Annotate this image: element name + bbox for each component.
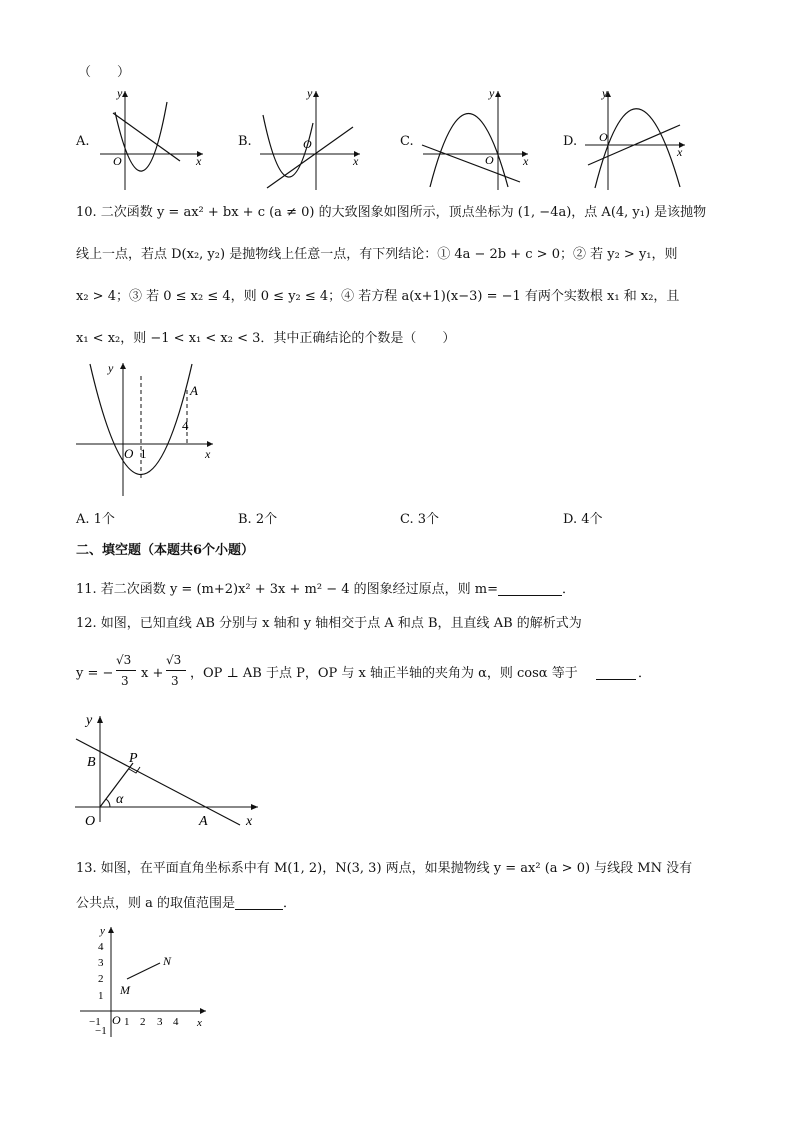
svg-text:−1: −1 [95,1025,107,1037]
q9-option-d-label[interactable]: D. [563,134,578,149]
q9-option-b-label[interactable]: B. [238,134,252,149]
svg-text:α: α [116,792,124,807]
q9-option-a-graph [95,85,210,195]
q10-choice-a[interactable]: A. 1个 [76,512,115,527]
section-2-heading: 二、填空题（本题共6个小题） [76,543,255,558]
svg-text:B: B [87,755,96,770]
q10-choice-d[interactable]: D. 4个 [563,512,603,527]
svg-text:O: O [124,446,134,461]
q10-line4: x₁ < x₂，则 −1 < x₁ < x₂ < 3．其中正确结论的个数是（ ） [76,331,456,346]
svg-text:y: y [86,713,93,728]
svg-text:1: 1 [124,1016,130,1028]
svg-text:y: y [602,86,608,100]
q11-answer-blank[interactable] [498,583,562,596]
svg-text:y: y [108,361,114,375]
parabola [115,102,167,171]
svg-text:A: A [190,383,198,398]
q13-graph [78,923,213,1041]
svg-text:O: O [112,1013,121,1027]
y-label: y [117,86,123,100]
q9-option-b-graph [255,85,370,195]
q10-choice-b[interactable]: B. 2个 [238,512,278,527]
q10-line1: 10. 二次函数 y = ax² + bx + c (a ≠ 0) 的大致图象如图所示，顶点坐标为 (1, −4a)，点 A(4, y₁) 是该抛物 [76,205,707,220]
svg-text:4: 4 [173,1016,179,1028]
svg-text:x: x [246,814,253,829]
segment-mn [127,963,160,979]
q10-graph [70,358,220,503]
svg-text:x: x [353,154,359,168]
svg-text:2: 2 [140,1016,146,1028]
q13-answer-blank[interactable] [235,897,283,910]
q10-line2: 线上一点，若点 D(x₂, y₂) 是抛物线上任意一点，有下列结论：① 4a − 2b + c > 0；② 若 y₂ > y₁，则 [76,247,678,262]
svg-text:3: 3 [157,1016,163,1028]
q9-answer-paren: （ ） [78,65,131,80]
q12-line1: 12. 如图，已知直线 AB 分别与 x 轴和 y 轴相交于点 A 和点 B，且直线 AB 的解析式为 [76,616,582,631]
q12-answer-blank[interactable] [596,667,636,680]
svg-text:x: x [677,145,683,159]
q13-line2: 公共点，则 a 的取值范围是 ． [76,896,297,911]
parabola [430,114,508,188]
svg-text:y: y [489,86,495,100]
q9-option-a-label[interactable]: A. [76,134,90,149]
q12-graph [70,710,265,830]
svg-text:x: x [523,154,529,168]
svg-text:2: 2 [98,973,104,985]
svg-text:y: y [100,925,105,937]
svg-text:y: y [307,86,313,100]
q10-choice-c[interactable]: C. 3个 [400,512,440,527]
svg-text:3: 3 [98,957,104,969]
q11-text: 11. 若二次函数 y = (m+2)x² + 3x + m² − 4 的图象经过原点，则 m= ． [76,582,576,597]
svg-text:4: 4 [98,941,104,953]
svg-text:x: x [205,447,211,461]
svg-text:1: 1 [140,446,147,461]
svg-text:4: 4 [182,418,189,433]
svg-text:1: 1 [98,990,104,1002]
line-ab [76,739,240,825]
q13-line1: 13. 如图，在平面直角坐标系中有 M(1, 2)，N(3, 3) 两点，如果抛物线 y = ax² (a > 0) 与线段 MN 没有 [76,861,693,876]
svg-text:O: O [303,137,312,151]
q9-option-d-graph [580,85,695,195]
q10-line3: x₂ > 4；③ 若 0 ≤ x₂ ≤ 4，则 0 ≤ y₂ ≤ 4；④ 若方程 a(x+1)(x−3) = −1 有两个实数根 x₁ 和 x₂，且 [76,289,680,304]
q9-option-c-graph [418,85,538,195]
origin-label: O [113,154,122,168]
svg-text:−1: −1 [89,1016,101,1028]
angle-alpha-arc [106,799,110,807]
svg-text:A: A [199,814,208,829]
svg-text:M: M [120,983,130,997]
q9-option-c-label[interactable]: C. [400,134,414,149]
svg-text:P: P [129,751,138,766]
svg-text:O: O [599,130,608,144]
svg-text:O: O [485,153,494,167]
x-label: x [196,154,202,168]
svg-text:x: x [197,1017,202,1029]
svg-text:O: O [85,814,96,829]
svg-text:N: N [163,954,172,968]
